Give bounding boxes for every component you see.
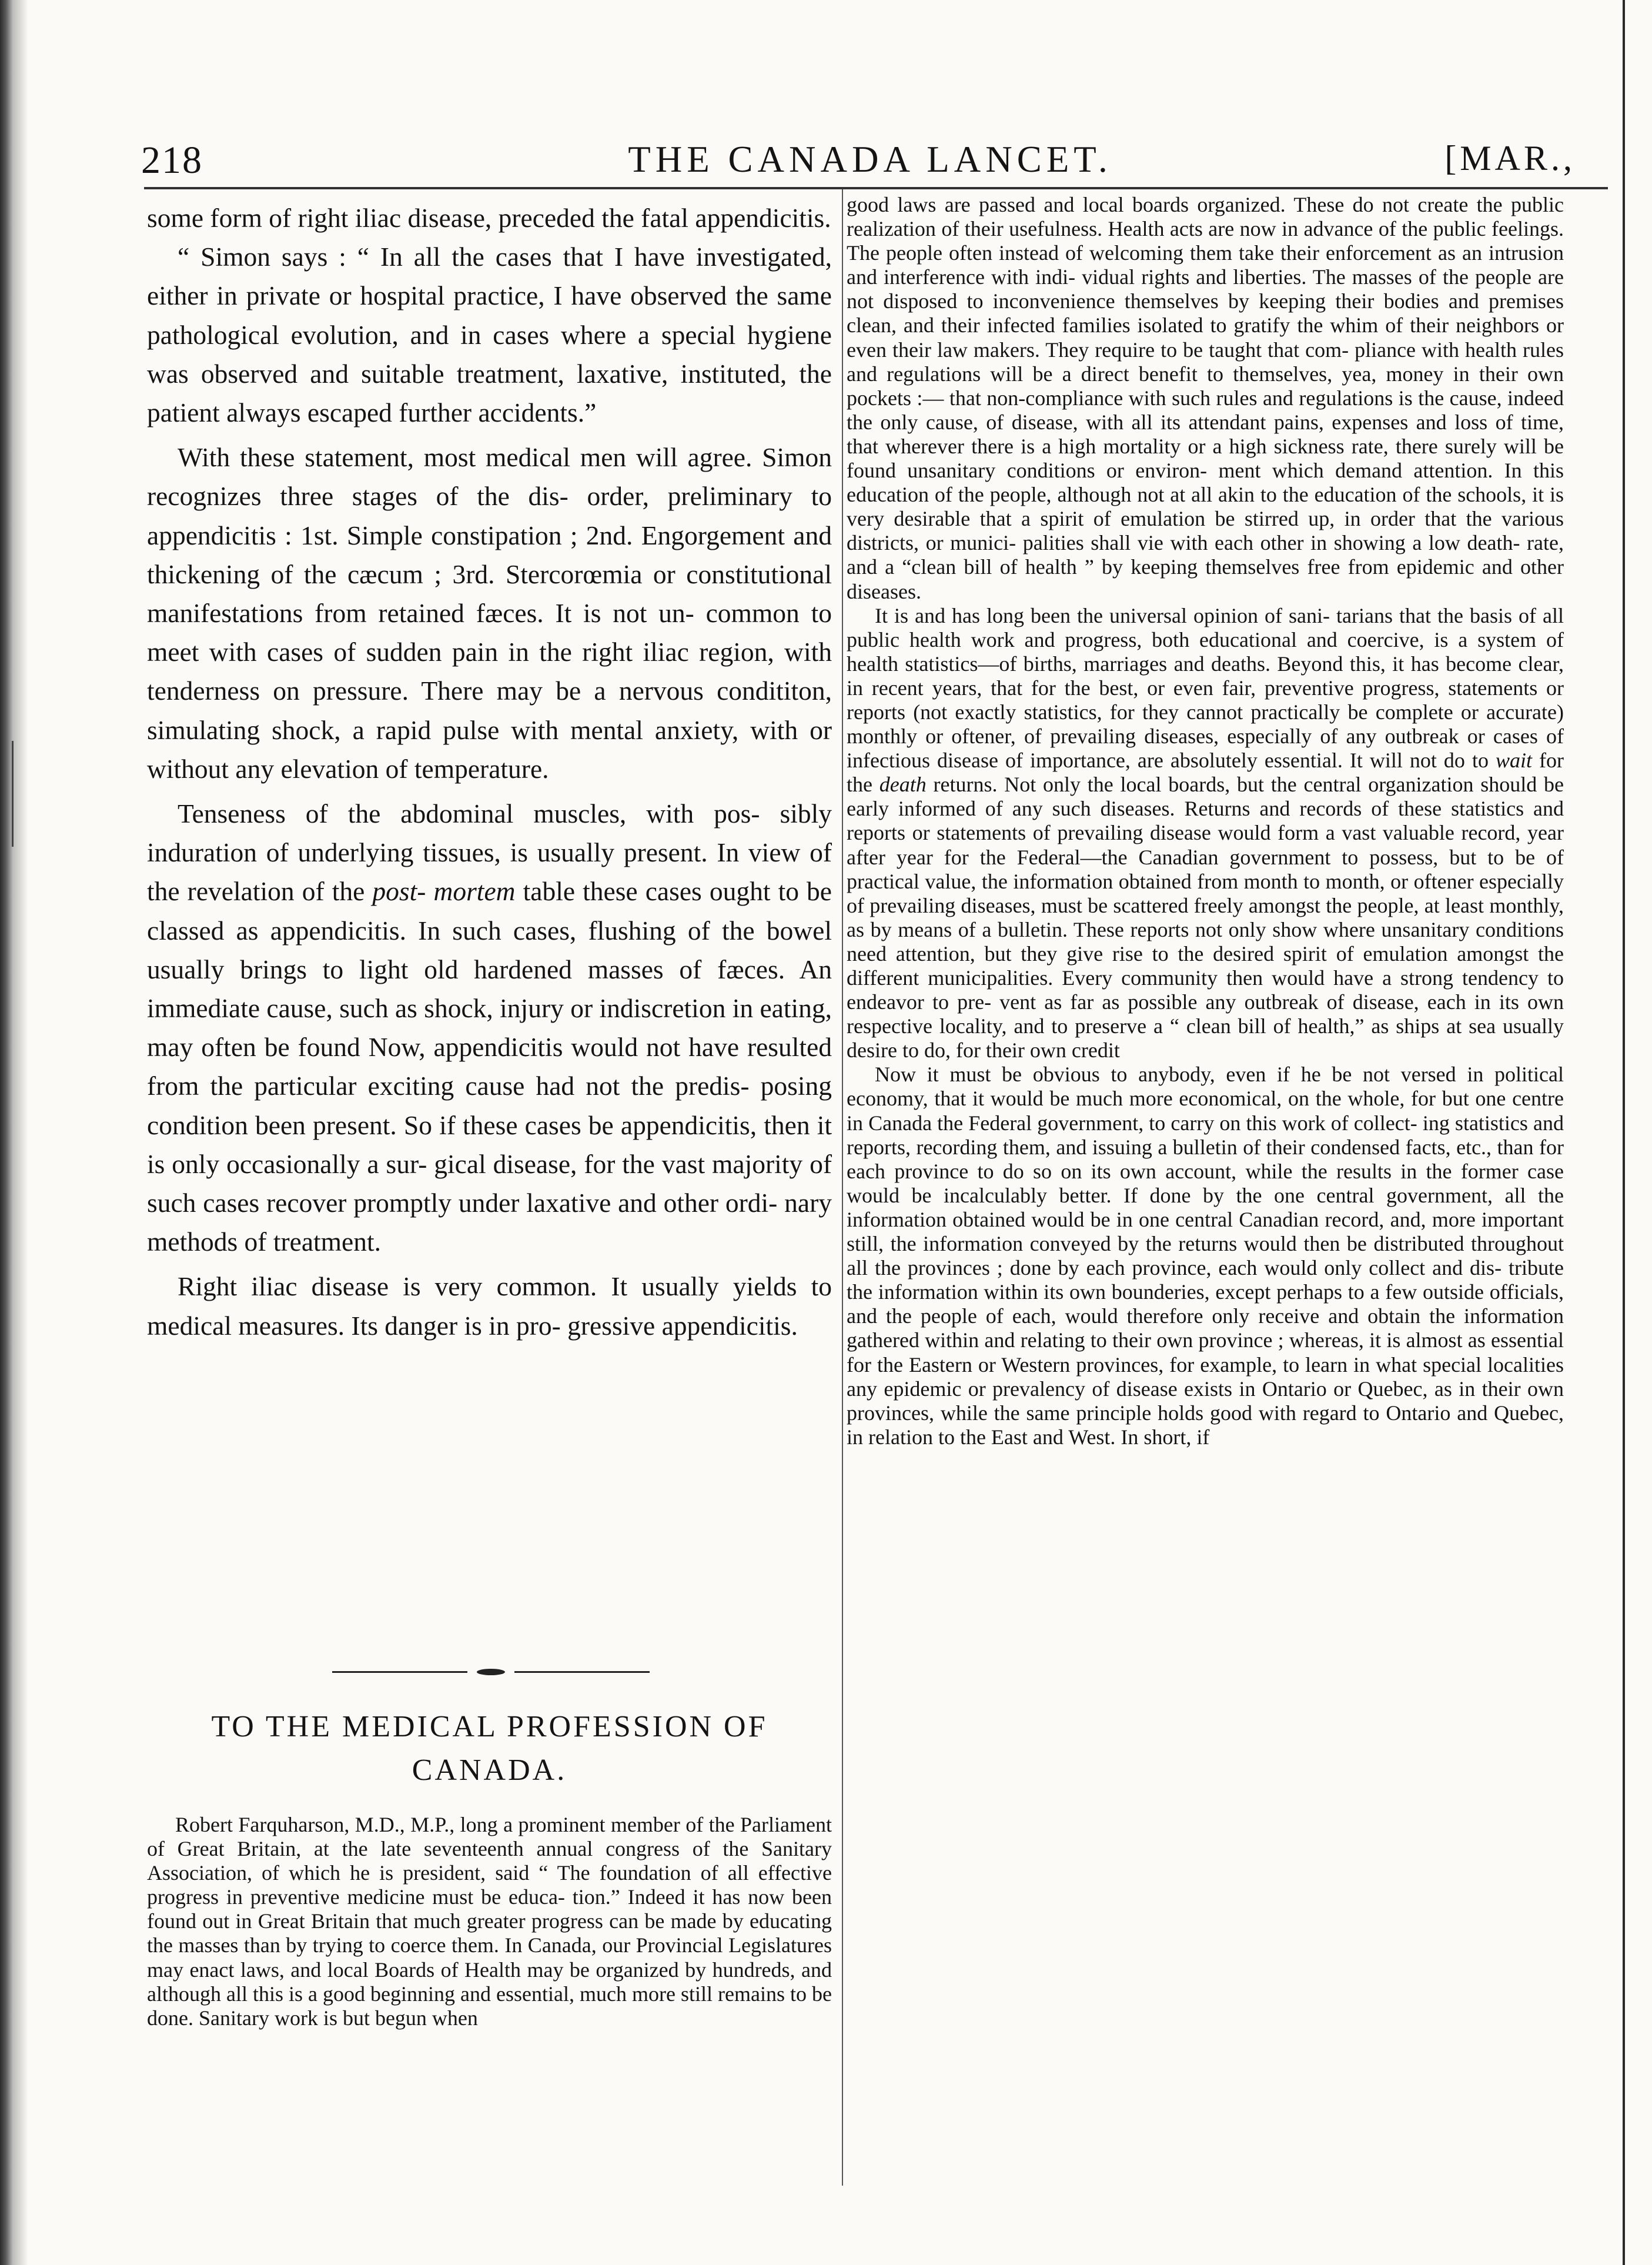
right-margin-rule: [1623, 0, 1625, 2265]
left-paragraph-5: Right iliac disease is very common. It usually yields to medical measures. Its danger is in pro- gressive appendicitis.: [147, 1271, 832, 1341]
page-number: 218: [141, 139, 203, 182]
left-paragraph-2: “ Simon says : “ In all the cases that I have investigated, either in private or hospital practice, I have observed the same pathological evolution, and in cases where a special hygiene was observed and suitable treatment, laxative, instituted, the patient always escaped further accidents.”: [147, 242, 832, 428]
right-paragraph-2-part-b: for the: [847, 749, 1564, 797]
running-head: [141, 132, 1599, 185]
section-body: [147, 1813, 832, 2030]
book-spine-shadow: [0, 0, 28, 2265]
header-rule: [144, 187, 1608, 189]
post-mortem-italic: post- mortem: [372, 876, 516, 907]
wait-italic: wait: [1495, 749, 1532, 773]
column-rule: [842, 189, 843, 2186]
section-paragraph-1: Robert Farquharson, M.D., M.P., long a prominent member of the Parliament of Great Britain, at the late seventeenth annual congress of the Sanitary Association, of which he is president, said “ The foundation of all effective progress in preventive medicine must be educa- tion.” Indeed it has now been found out in Great Britain that much greater progress can be made by educating the masses than by trying to coerce them. In Canada, our Provincial Legislatures may enact laws, and local Boards of Health may be organized by hundreds, and although all this is a good beginning and essential, much more still remains to be done. Sanitary work is but begun when: [147, 1813, 832, 2030]
left-paragraph-3: With these statement, most medical men will agree. Simon recognizes three stages of the dis- order, preliminary to appendicitis : 1st. Simple constipation ; 2nd. Engorgement and thickening of the cæcum ; 3rd. Stercorœmia or constitutional manifestations from retained fæces. It is not un- common to meet with cases of sudden pain in the right iliac region, with tenderness on pressure. There may be a nervous condititon, simulating shock, a rapid pulse with mental anxiety, with or without any elevation of temperature.: [147, 442, 832, 784]
right-paragraph-1: good laws are passed and local boards organized. These do not create the public realization of their usefulness. Health acts are now in advance of the public feelings. The people often instead of welcoming them take their enforcement as an intrusion and interference with indi- vidual rights and liberties. The masses of the people are not disposed to inconvenience themselves by keeping their bodies and premises clean, and their infected families isolated to gratify the whim of their neighbors or even their law makers. They require to be taught that com- pliance with health rules and regulations will be a direct benefit to themselves, yea, money in their own pockets :— that non-compliance with such rules and regulations is the cause, indeed the only cause, of disease, with all its attendant pains, expenses and loss of time, that wherever there is a high mortality or a high sickness rate, there surely will be found unsanitary conditions or environ- ment which demand attention. In this education of the people, although not at all akin to the education of the schools, it is very desirable that a spirit of emulation be stirred up, in order that the various districts, or munici- palities shall vie with each other in showing a low death- rate, and a “clean bill of health ” by keeping themselves free from epidemic and other diseases.: [847, 193, 1564, 603]
left-paragraph-4-end: table these cases ought to be classed as appendicitis. In such cases, flushing of the bowel usually brings to light old hardened masses of fæces. An immediate cause, such as shock, injury or indiscretion in eating, may often be found Now, appendicitis would not have resulted from the particular exciting cause had not the predis- posing condition been present. So if these cases be appendicitis, then it is only occasionally a sur- gical disease, for the vast majority of such cases recover promptly under laxative and other ordi- nary methods of treatment.: [147, 876, 832, 1257]
right-paragraph-2-part-a: It is and has long been the universal opinion of sani- tarians that the basis of all public health work and progress, both educational and coercive, is a system of health statistics—of births, marriages and deaths. Beyond this, it has become clear, in recent years, that for the best, or even fair, preventive progress, statements or reports (not exactly statistics, for they cannot practically be complete or accurate) monthly or oftener, of prevailing diseases, especially of any outbreak or cases of infectious disease of importance, are absolutely essential. It will not do to: [847, 603, 1564, 773]
right-column: [847, 193, 1564, 1449]
binding-mark: [12, 741, 14, 847]
section-divider-ornament: [332, 1669, 650, 1675]
death-italic: death: [879, 773, 927, 797]
left-column: [147, 199, 832, 1345]
right-paragraph-2-part-c: returns. Not only the local boards, but the central organization should be early informed of any such diseases. Returns and records of these statistics and reports or statements of prevailing disease would form a vast valuable record, year after year for the Federal—the Canadian government to possess, but to be of practical value, the information obtained from month to month, or oftener especially of prevailing diseases, must be scattered freely amongst the people, at least monthly, as by means of a bulletin. These reports not only show where unsanitary conditions need attention, but they give rise to the desired spirit of emulation amongst the different municipalities. Every community then would have a strong tendency to endeavor to pre- vent as far as possible any outbreak of disease, each in its own respective locality, and to preserve a “ clean bill of health,” as ships at sea usually desire to do, for their own credit: [847, 773, 1564, 1063]
left-paragraph-4: [147, 794, 832, 1261]
left-paragraph-1: some form of right iliac disease, preceded the fatal appendicitis.: [147, 203, 831, 233]
right-paragraph-3: Now it must be obvious to anybody, even if he be not versed in political economy, that it would be much more economical, on the whole, for but one centre in Canada the Federal government, to carry on this work of collect- ing statistics and reports, recording them, and issuing a bulletin of their condensed facts, etc., than for each province to do so on its own account, while the results in the former case would be incalculably better. If done by the one central government, all the information obtained would be in one central Canadian record, and, more important still, the information conveyed by the returns would then be distributed throughout all the provinces ; done by each province, each would only collect and dis- tribute the information within its own bounderies, except perhaps to a few outside officials, and the people of each, would therefore only receive and obtain the information gathered within and relating to their own province ; whereas, it is almost as essential for the Eastern or Western provinces, for example, to learn in what special localities any epidemic or prevalency of disease exists in Ontario or Quebec, as in their own provinces, while the same principle holds good with regard to Ontario and Quebec, in relation to the East and West. In short, if: [847, 1063, 1564, 1449]
section-heading: TO THE MEDICAL PROFESSION OF CANADA.: [211, 1710, 768, 1787]
issue-date: [MAR.,: [1444, 139, 1576, 178]
left-paragraph-4-start: Tenseness of the abdominal muscles, with pos- sibly induration of underlying tissues, is usually present. In view of the revelation of the: [147, 799, 832, 907]
right-paragraph-2: [847, 604, 1564, 1063]
journal-title: THE CANADA LANCET.: [628, 139, 1112, 180]
